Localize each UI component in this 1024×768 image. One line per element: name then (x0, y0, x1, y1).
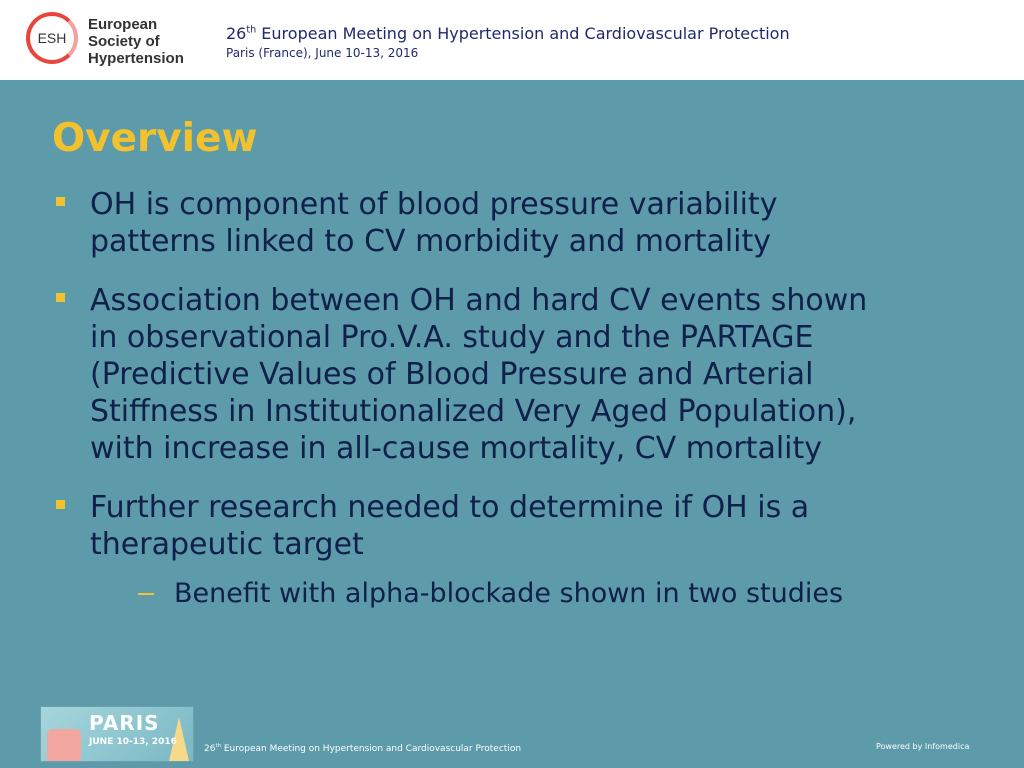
header-bar (0, 0, 1024, 80)
arch-illustration-icon (47, 729, 81, 761)
dash-bullet-icon (138, 593, 154, 595)
square-bullet-icon (56, 500, 65, 509)
conference-ordinal-suffix: th (246, 24, 257, 36)
slide-title: Overview (52, 116, 258, 161)
bullet-text: Association between OH and hard CV events shown in observational Pro.V.A. study and the PARTAGE (Predictive Values of Blood Pressure and Arterial Stiffness in Institutionalized Very Aged Population), with increase in all-cause mortality, CV mortality (90, 283, 868, 466)
footer-ordinal-suffix: th (215, 743, 221, 749)
square-bullet-icon (56, 293, 65, 302)
bullet-item (52, 489, 992, 611)
square-bullet-icon (56, 197, 65, 206)
sub-bullet-text: Benefit with alpha-blockade shown in two studies (174, 578, 844, 609)
esh-logo (26, 12, 196, 72)
bullet-item (52, 282, 992, 467)
footer-title-text: European Meeting on Hypertension and Cardiovascular Protection (223, 744, 522, 754)
conference-subtitle: Paris (France), June 10-13, 2016 (226, 46, 419, 60)
badge-dates: JUNE 10-13, 2016 (89, 737, 177, 747)
logo-text-line: Hypertension (88, 50, 184, 67)
footer-ordinal: 26 (204, 744, 216, 754)
powered-by: Powered by Infomedica (876, 742, 970, 751)
esh-logo-abbr: ESH (37, 30, 67, 46)
esh-logo-text (88, 16, 198, 67)
conference-title-text: European Meeting on Hypertension and Cardiovascular Protection (261, 24, 790, 43)
conference-title (226, 24, 790, 43)
bullet-item (52, 186, 992, 260)
esh-logo-icon (26, 12, 78, 64)
badge-city: PARIS (89, 711, 160, 735)
bullet-text: Further research needed to determine if OH is a therapeutic target (90, 490, 810, 562)
bullet-list (52, 186, 992, 633)
bullet-text: OH is component of blood pressure variability patterns linked to CV morbidity and mortality (90, 187, 778, 259)
logo-text-line: Society of (88, 33, 160, 50)
footer-title (204, 743, 521, 754)
paris-meeting-badge (40, 706, 194, 762)
logo-text-line: European (88, 16, 158, 33)
conference-ordinal: 26 (226, 24, 247, 43)
sub-bullet-item (90, 577, 992, 611)
